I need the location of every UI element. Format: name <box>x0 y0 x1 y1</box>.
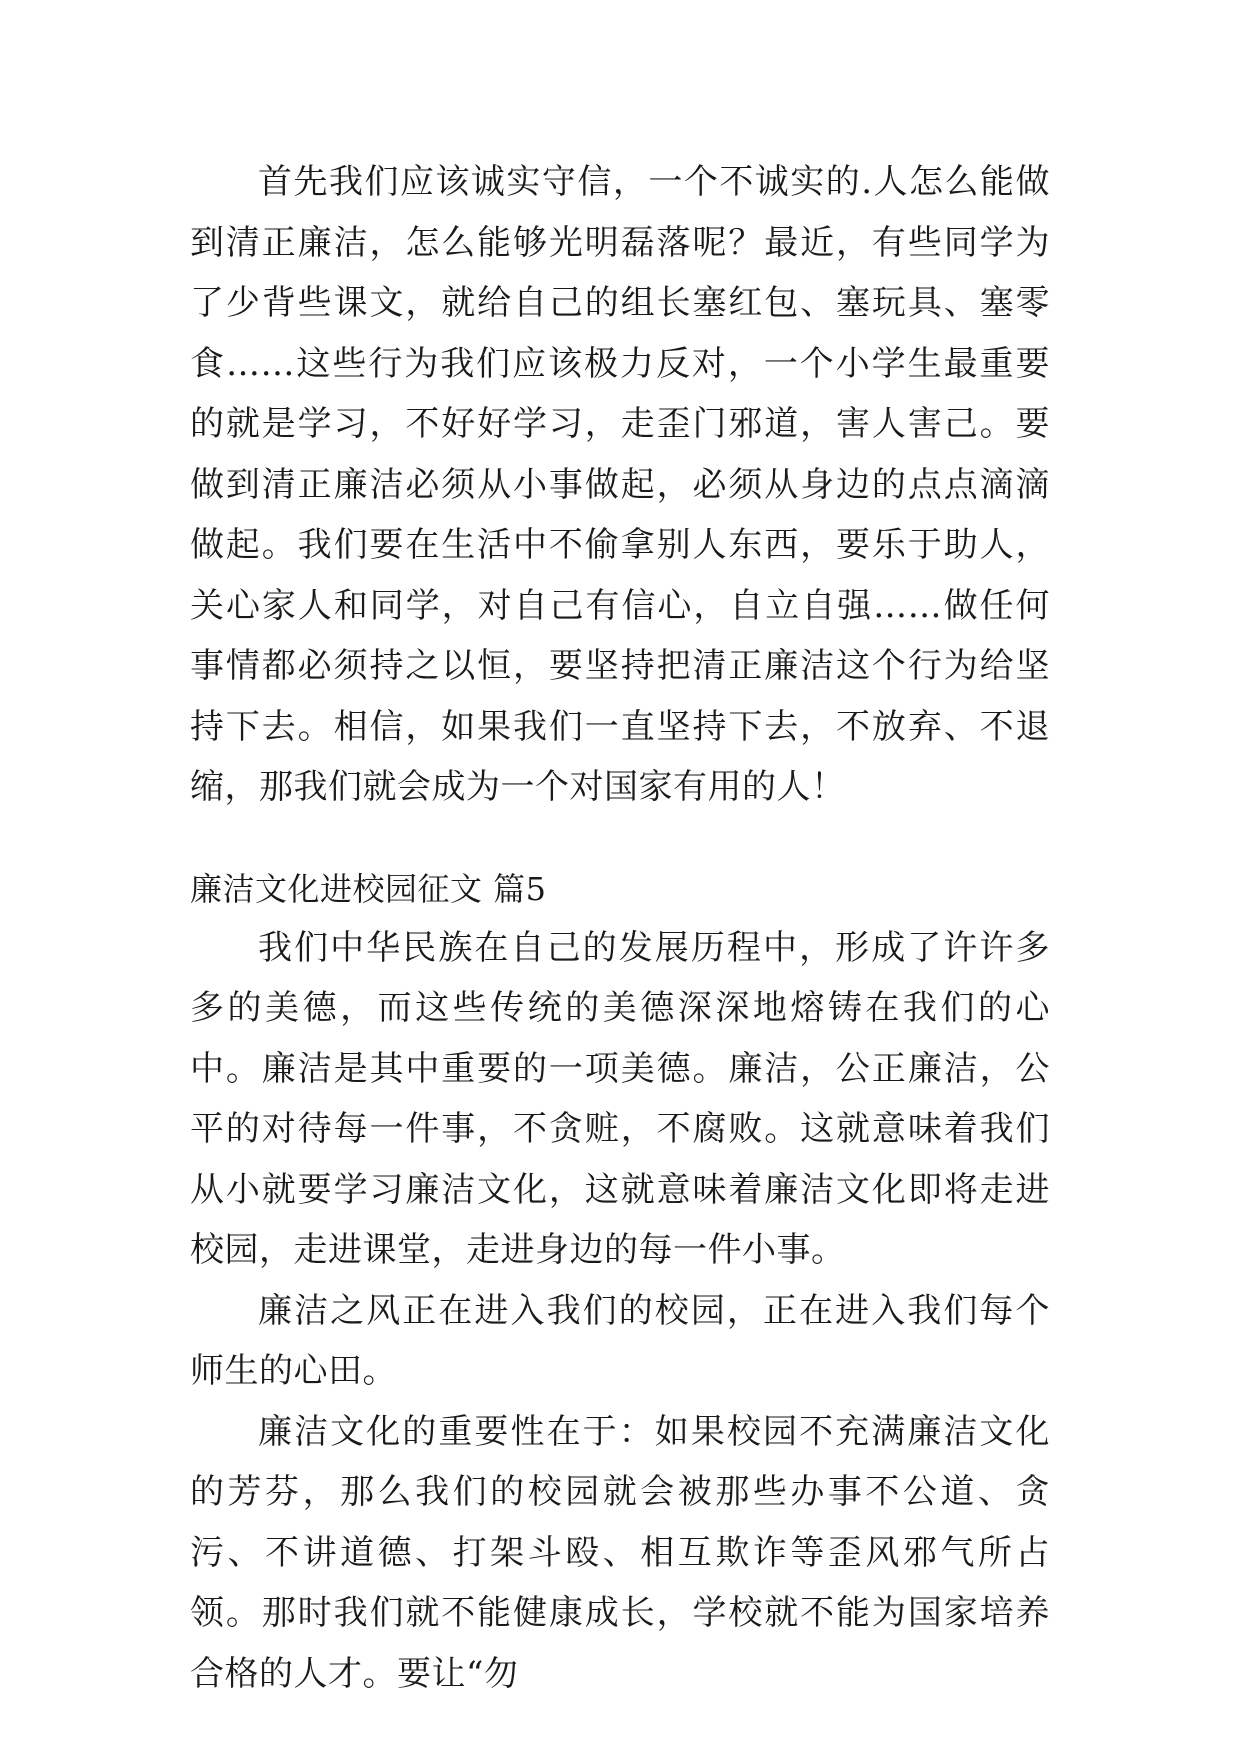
body-paragraph: 廉洁之风正在进入我们的校园，正在进入我们每个师生的心田。 <box>190 1290 1050 1391</box>
section-heading: 廉洁文化进校园征文 篇5 <box>190 869 547 908</box>
body-paragraph: 我们中华民族在自己的发展历程中，形成了许许多多的美德，而这些传统的美德深深地熔铸在我们的心中。廉洁是其中重要的一项美德。廉洁，公正廉洁，公平的对待每一件事，不贪赃，不腐败。这就意味着我们从小就要学习廉洁文化，这就意味着廉洁文化即将走进校园，走进课堂，走进身边的每一件小事。 <box>190 927 1050 1270</box>
body-paragraph: 首先我们应该诚实守信，一个不诚实的.人怎么能做到清正廉洁，怎么能够光明磊落呢？最近，有些同学为了少背些课文，就给自己的组长塞红包、塞玩具、塞零食……这些行为我们应该极力反对，一个小学生最重要的就是学习，不好好学习，走歪门邪道，害人害己。要做到清正廉洁必须从小事做起，必须从身边的点点滴滴做起。我们要在生活中不偷拿别人东西，要乐于助人，关心家人和同学，对自己有信心，自立自强……做任何事情都必须持之以恒，要坚持把清正廉洁这个行为给坚持下去。相信，如果我们一直坚持下去，不放弃、不退缩，那我们就会成为一个对国家有用的人！ <box>190 162 1050 807</box>
document-page <box>190 152 1050 1704</box>
body-paragraph: 廉洁文化的重要性在于：如果校园不充满廉洁文化的芳芬，那么我们的校园就会被那些办事不公道、贪污、不讲道德、打架斗殴、相互欺诈等歪风邪气所占领。那时我们就不能健康成长，学校就不能为国家培养合格的人才。要让“勿 <box>190 1411 1050 1694</box>
